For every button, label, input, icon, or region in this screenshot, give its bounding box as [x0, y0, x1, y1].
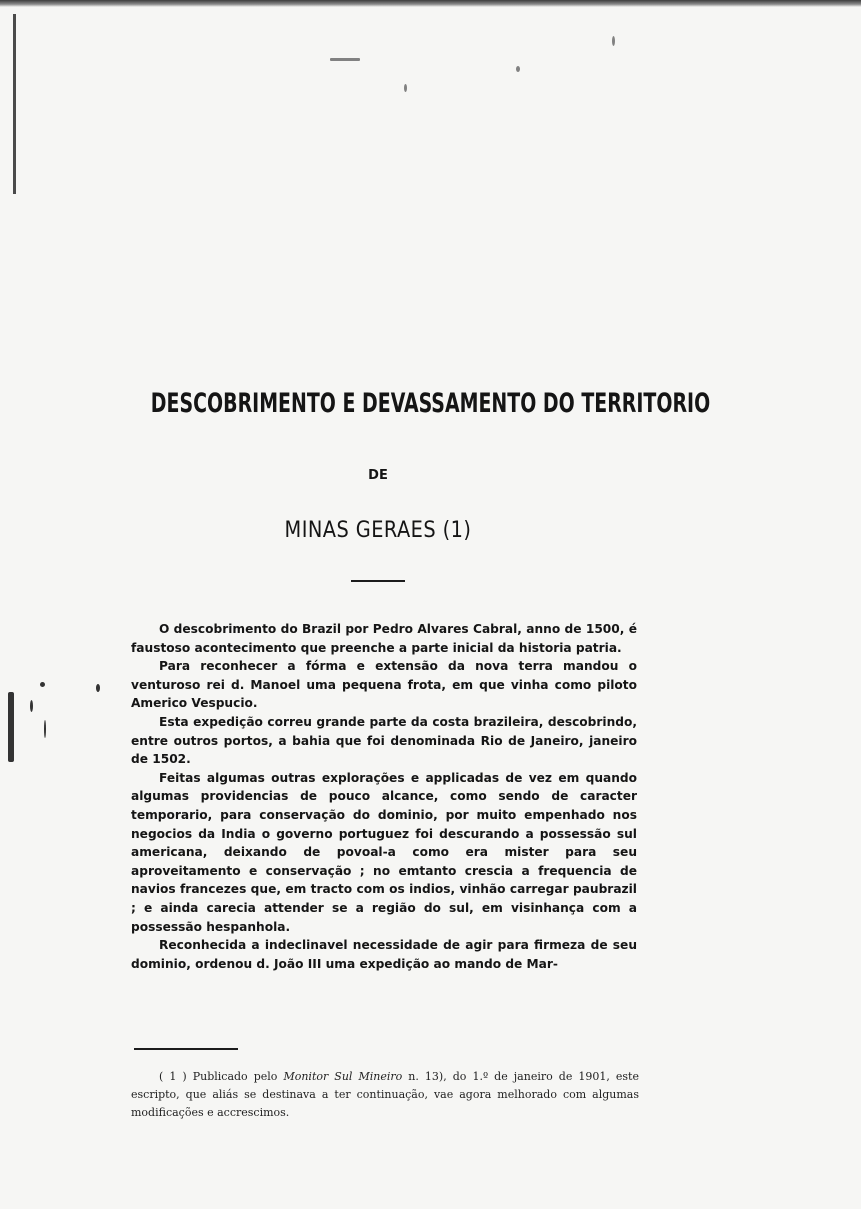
scan-speck — [330, 58, 360, 61]
body-text — [131, 620, 637, 973]
footnote-rule — [134, 1048, 238, 1050]
scan-speck — [404, 84, 407, 92]
paragraph: Feitas algumas outras explorações e applicadas de vez em quando algumas providencias de pouco alcance, como sendo de caracter temporario, para conservação do dominio, por muito empenhado nos negocios da India o governo portuguez foi descurando a possessão sul americana, deixando de povoal-a como era mister para seu aproveitamento e conservação ; no emtanto crescia a frequencia de navios francezes que, em tracto com os indios, vinhão carregar paubrazil ; e ainda carecia attender se a região do sul, em visinhança com a possessão hespanhola. — [131, 770, 637, 934]
footnote-marker: ( 1 ) — [159, 1070, 187, 1083]
paragraph: O descobrimento do Brazil por Pedro Alvares Cabral, anno de 1500, é faustoso acontecimento que preenche a parte inicial da historia patria. — [131, 622, 637, 655]
scan-left-edge — [13, 14, 16, 194]
footnote-text-after: n. 13), do 1.º de janeiro de 1901, este escripto, que aliás se destinava a ter continuação, vae agora melhorado com algumas modificações e accrescimos. — [131, 1070, 639, 1119]
scan-top-edge — [0, 0, 861, 7]
paragraph: Para reconhecer a fórma e extensão da nova terra mandou o venturoso rei d. Manoel uma pequena frota, em que vinha como piloto Americo Vespucio. — [131, 659, 637, 711]
chapter-subtitle-preposition: DE — [368, 468, 388, 483]
paragraph: Esta expedição correu grande parte da costa brazileira, descobrindo, entre outros portos, a bahia que foi denominada Rio de Janeiro, janeiro de 1502. — [131, 714, 637, 767]
scan-speck — [612, 36, 615, 46]
scan-speck — [516, 66, 520, 72]
footnote — [131, 1068, 639, 1122]
chapter-title: DESCOBRIMENTO E DEVASSAMENTO DO TERRITORIO — [150, 388, 711, 419]
footnote-source: Monitor Sul Mineiro — [283, 1070, 403, 1083]
scan-left-marks — [0, 680, 58, 790]
title-rule — [351, 580, 405, 582]
paragraph: Reconhecida a indeclinavel necessidade de agir para firmeza de seu dominio, ordenou d. João III uma expedição ao mando de Mar- — [131, 938, 637, 971]
footnote-text-before: Publicado pelo — [192, 1070, 278, 1083]
chapter-subtitle-region: MINAS GERAES (1) — [284, 518, 472, 543]
